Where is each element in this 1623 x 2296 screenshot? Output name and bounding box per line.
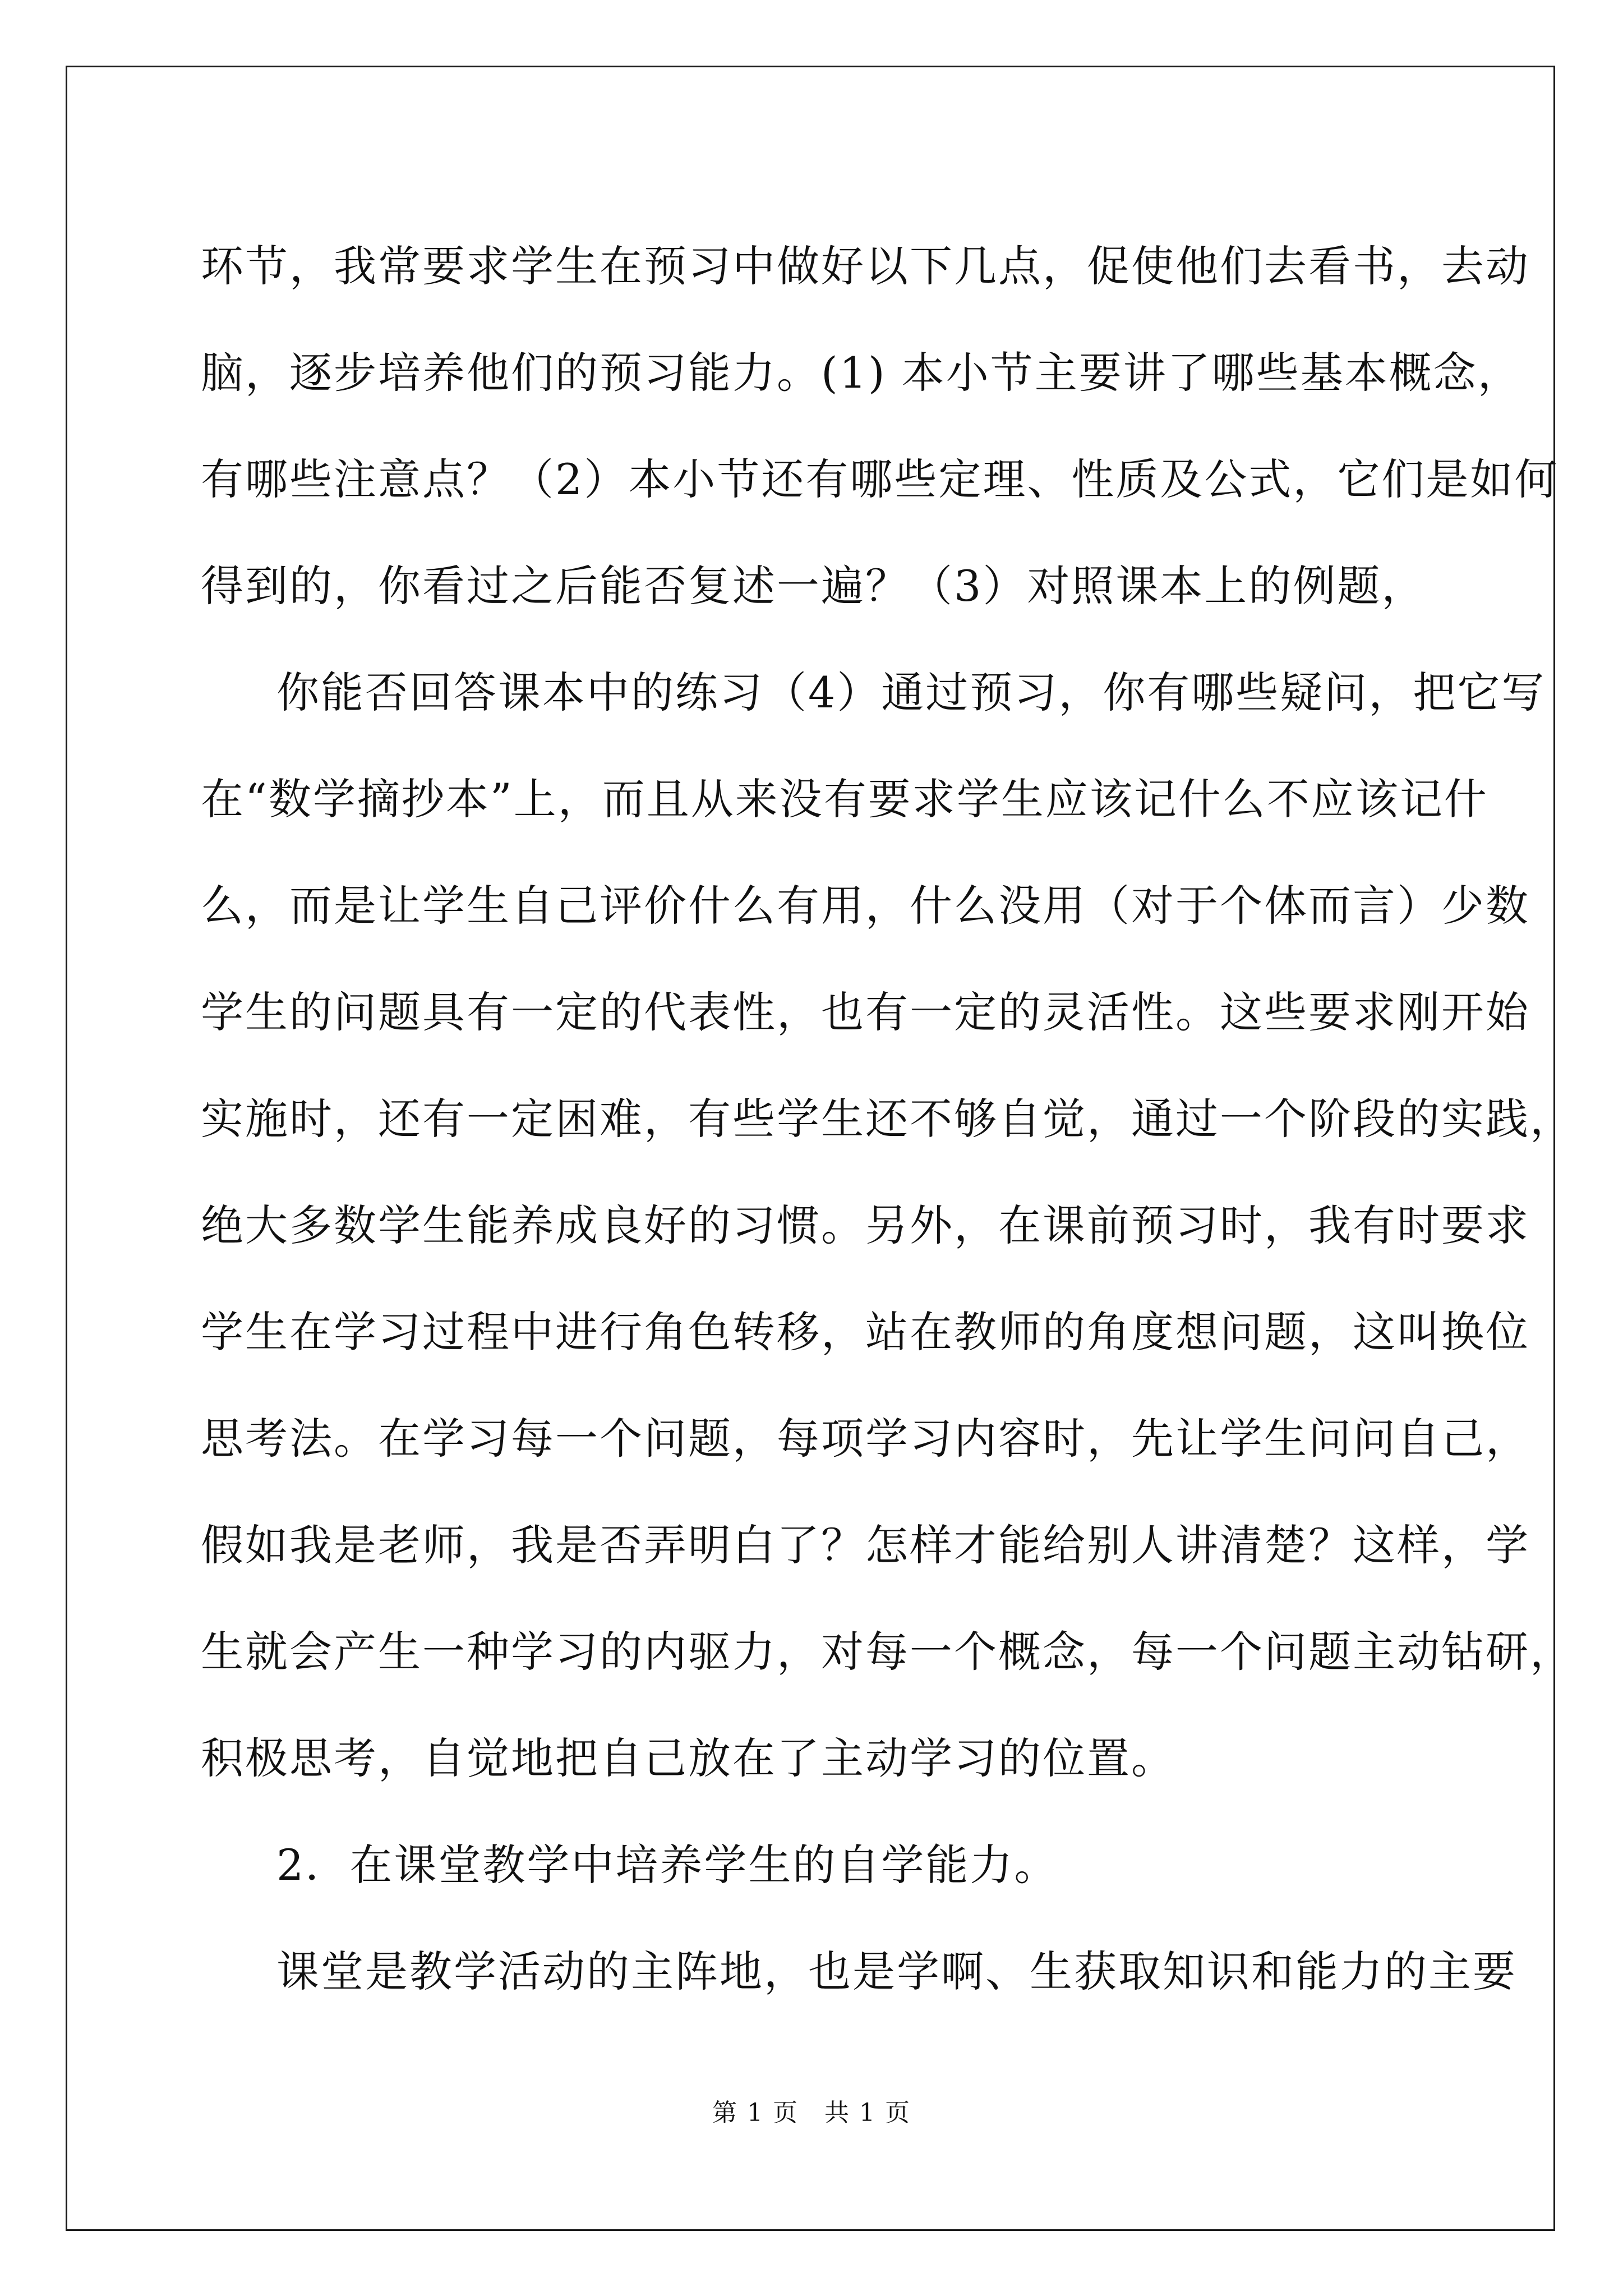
- paragraph: [201, 1812, 1435, 1918]
- text-line: 学生的问题具有一定的代表性，也有一定的灵活性。这些要求刚开始: [201, 987, 1530, 1037]
- text-line: 积极思考，自觉地把自己放在了主动学习的位置。: [201, 1733, 1175, 1783]
- paragraph: [201, 639, 1574, 1812]
- page-number: 第 1 页 共 1 页: [712, 2099, 911, 2127]
- text-line: 有哪些注意点？（2）本小节还有哪些定理、性质及公式，它们是如何: [201, 454, 1559, 504]
- text-line: 你能否回答课本中的练习（4）通过预习，你有哪些疑问，把它写: [276, 668, 1546, 717]
- paragraph: [201, 213, 1559, 639]
- document-body: [201, 213, 1574, 2025]
- text-line: 学生在学习过程中进行角色转移，站在教师的角度想问题，这叫换位: [201, 1307, 1530, 1357]
- text-line: 么，而是让学生自己评价什么有用，什么没用（对于个体而言）少数: [201, 881, 1530, 931]
- page-footer: [0, 2092, 1623, 2128]
- text-line: 在“数学摘抄本”上，而且从来没有要求学生应该记什么不应该记什: [201, 774, 1488, 824]
- text-line: 得到的，你看过之后能否复述一遍？（3）对照课本上的例题，: [201, 561, 1426, 611]
- section-heading: 2．在课堂教学中培养学生的自学能力。: [276, 1840, 1059, 1890]
- text-line: 思考法。在学习每一个问题，每项学习内容时，先让学生问问自己，: [201, 1414, 1530, 1464]
- text-line: 实施时，还有一定困难，有些学生还不够自觉，通过一个阶段的实践，: [201, 1094, 1574, 1144]
- text-line: 绝大多数学生能养成良好的习惯。另外，在课前预习时，我有时要求: [201, 1200, 1530, 1250]
- text-line: 脑，逐步培养他们的预习能力。(1) 本小节主要讲了哪些基本概念，: [201, 348, 1522, 398]
- text-line: 环节，我常要求学生在预习中做好以下几点，促使他们去看书，去动: [201, 241, 1530, 291]
- paragraph: [201, 1918, 1517, 2025]
- text-line: 假如我是老师，我是否弄明白了？怎样才能给别人讲清楚？这样，学: [201, 1520, 1530, 1570]
- text-line: 生就会产生一种学习的内驱力，对每一个概念，每一个问题主动钻研，: [201, 1627, 1574, 1677]
- text-line: 课堂是教学活动的主阵地，也是学啊、生获取知识和能力的主要: [276, 1947, 1517, 1996]
